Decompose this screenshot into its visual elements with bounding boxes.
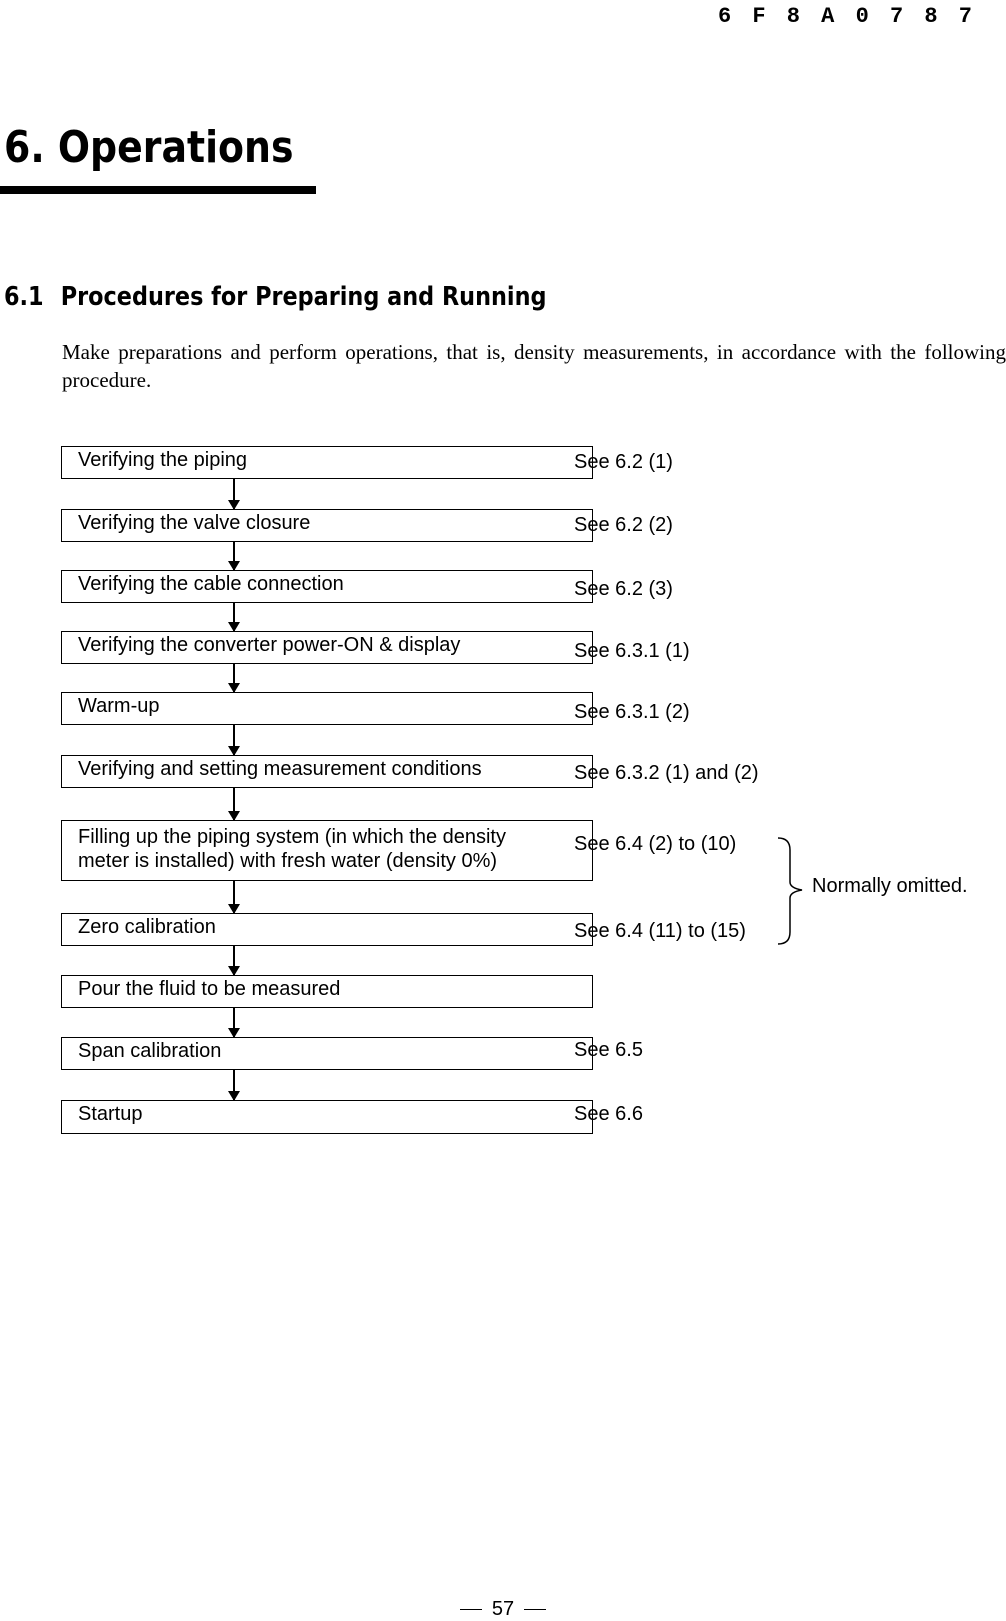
section-title: Procedures for Preparing and Running: [60, 282, 547, 312]
page-footer: [0, 1597, 1006, 1621]
flow-arrow: [233, 1008, 235, 1037]
ref-see-6-6: See 6.6: [574, 1103, 643, 1125]
page-number: 57: [491, 1598, 515, 1620]
flow-arrow: [233, 479, 235, 509]
flow-step-fill-fresh-water: Filling up the piping system (in which the density meter is installed) with fresh water (density 0%): [61, 820, 593, 881]
ref-see-6-4-2-10: See 6.4 (2) to (10): [574, 833, 737, 855]
flow-step-pour-fluid: Pour the fluid to be measured: [61, 975, 593, 1008]
flow-step-startup: Startup: [61, 1100, 593, 1134]
flow-arrow: [233, 881, 235, 913]
flow-step-warm-up: Warm-up: [61, 692, 593, 725]
flow-step-zero-calibration: Zero calibration: [61, 913, 593, 946]
ref-see-6-2-3: See 6.2 (3): [574, 578, 673, 600]
flow-arrow: [233, 542, 235, 570]
intro-paragraph: Make preparations and perform operations, that is, density measurements, in accordance with the following procedure.: [62, 340, 1006, 392]
normally-omitted-note: Normally omitted.: [812, 875, 968, 897]
ref-see-6-3-1-1: See 6.3.1 (1): [574, 640, 690, 662]
section-heading: [4, 283, 547, 312]
flow-arrow: [233, 603, 235, 631]
flow-step-measurement-conditions: Verifying and setting measurement conditions: [61, 755, 593, 788]
flow-arrow: [233, 725, 235, 755]
document-code: 6 F 8 A 0 7 8 7: [717, 4, 976, 29]
flow-step-verify-cable-connection: Verifying the cable connection: [61, 570, 593, 603]
flow-step-verify-piping: Verifying the piping: [61, 446, 593, 479]
chapter-title: 6. Operations: [4, 122, 294, 173]
flow-arrow: [233, 788, 235, 820]
flow-step-verify-converter-power: Verifying the converter power-ON & display: [61, 631, 593, 664]
flow-arrow: [233, 946, 235, 975]
footer-dash-right: [524, 1609, 546, 1610]
section-number: 6.1: [4, 282, 44, 312]
ref-see-6-5: See 6.5: [574, 1039, 643, 1061]
ref-see-6-2-1: See 6.2 (1): [574, 451, 673, 473]
right-brace: [774, 836, 810, 946]
flow-arrow: [233, 664, 235, 692]
ref-see-6-3-1-2: See 6.3.1 (2): [574, 701, 690, 723]
flow-arrow: [233, 1070, 235, 1100]
footer-dash-left: [460, 1609, 482, 1610]
flow-step-verify-valve-closure: Verifying the valve closure: [61, 509, 593, 542]
ref-see-6-4-11-15: See 6.4 (11) to (15): [574, 920, 746, 942]
ref-see-6-2-2: See 6.2 (2): [574, 514, 673, 536]
ref-see-6-3-2: See 6.3.2 (1) and (2): [574, 762, 759, 784]
flow-step-span-calibration: Span calibration: [61, 1037, 593, 1070]
chapter-title-underline: [0, 186, 316, 194]
